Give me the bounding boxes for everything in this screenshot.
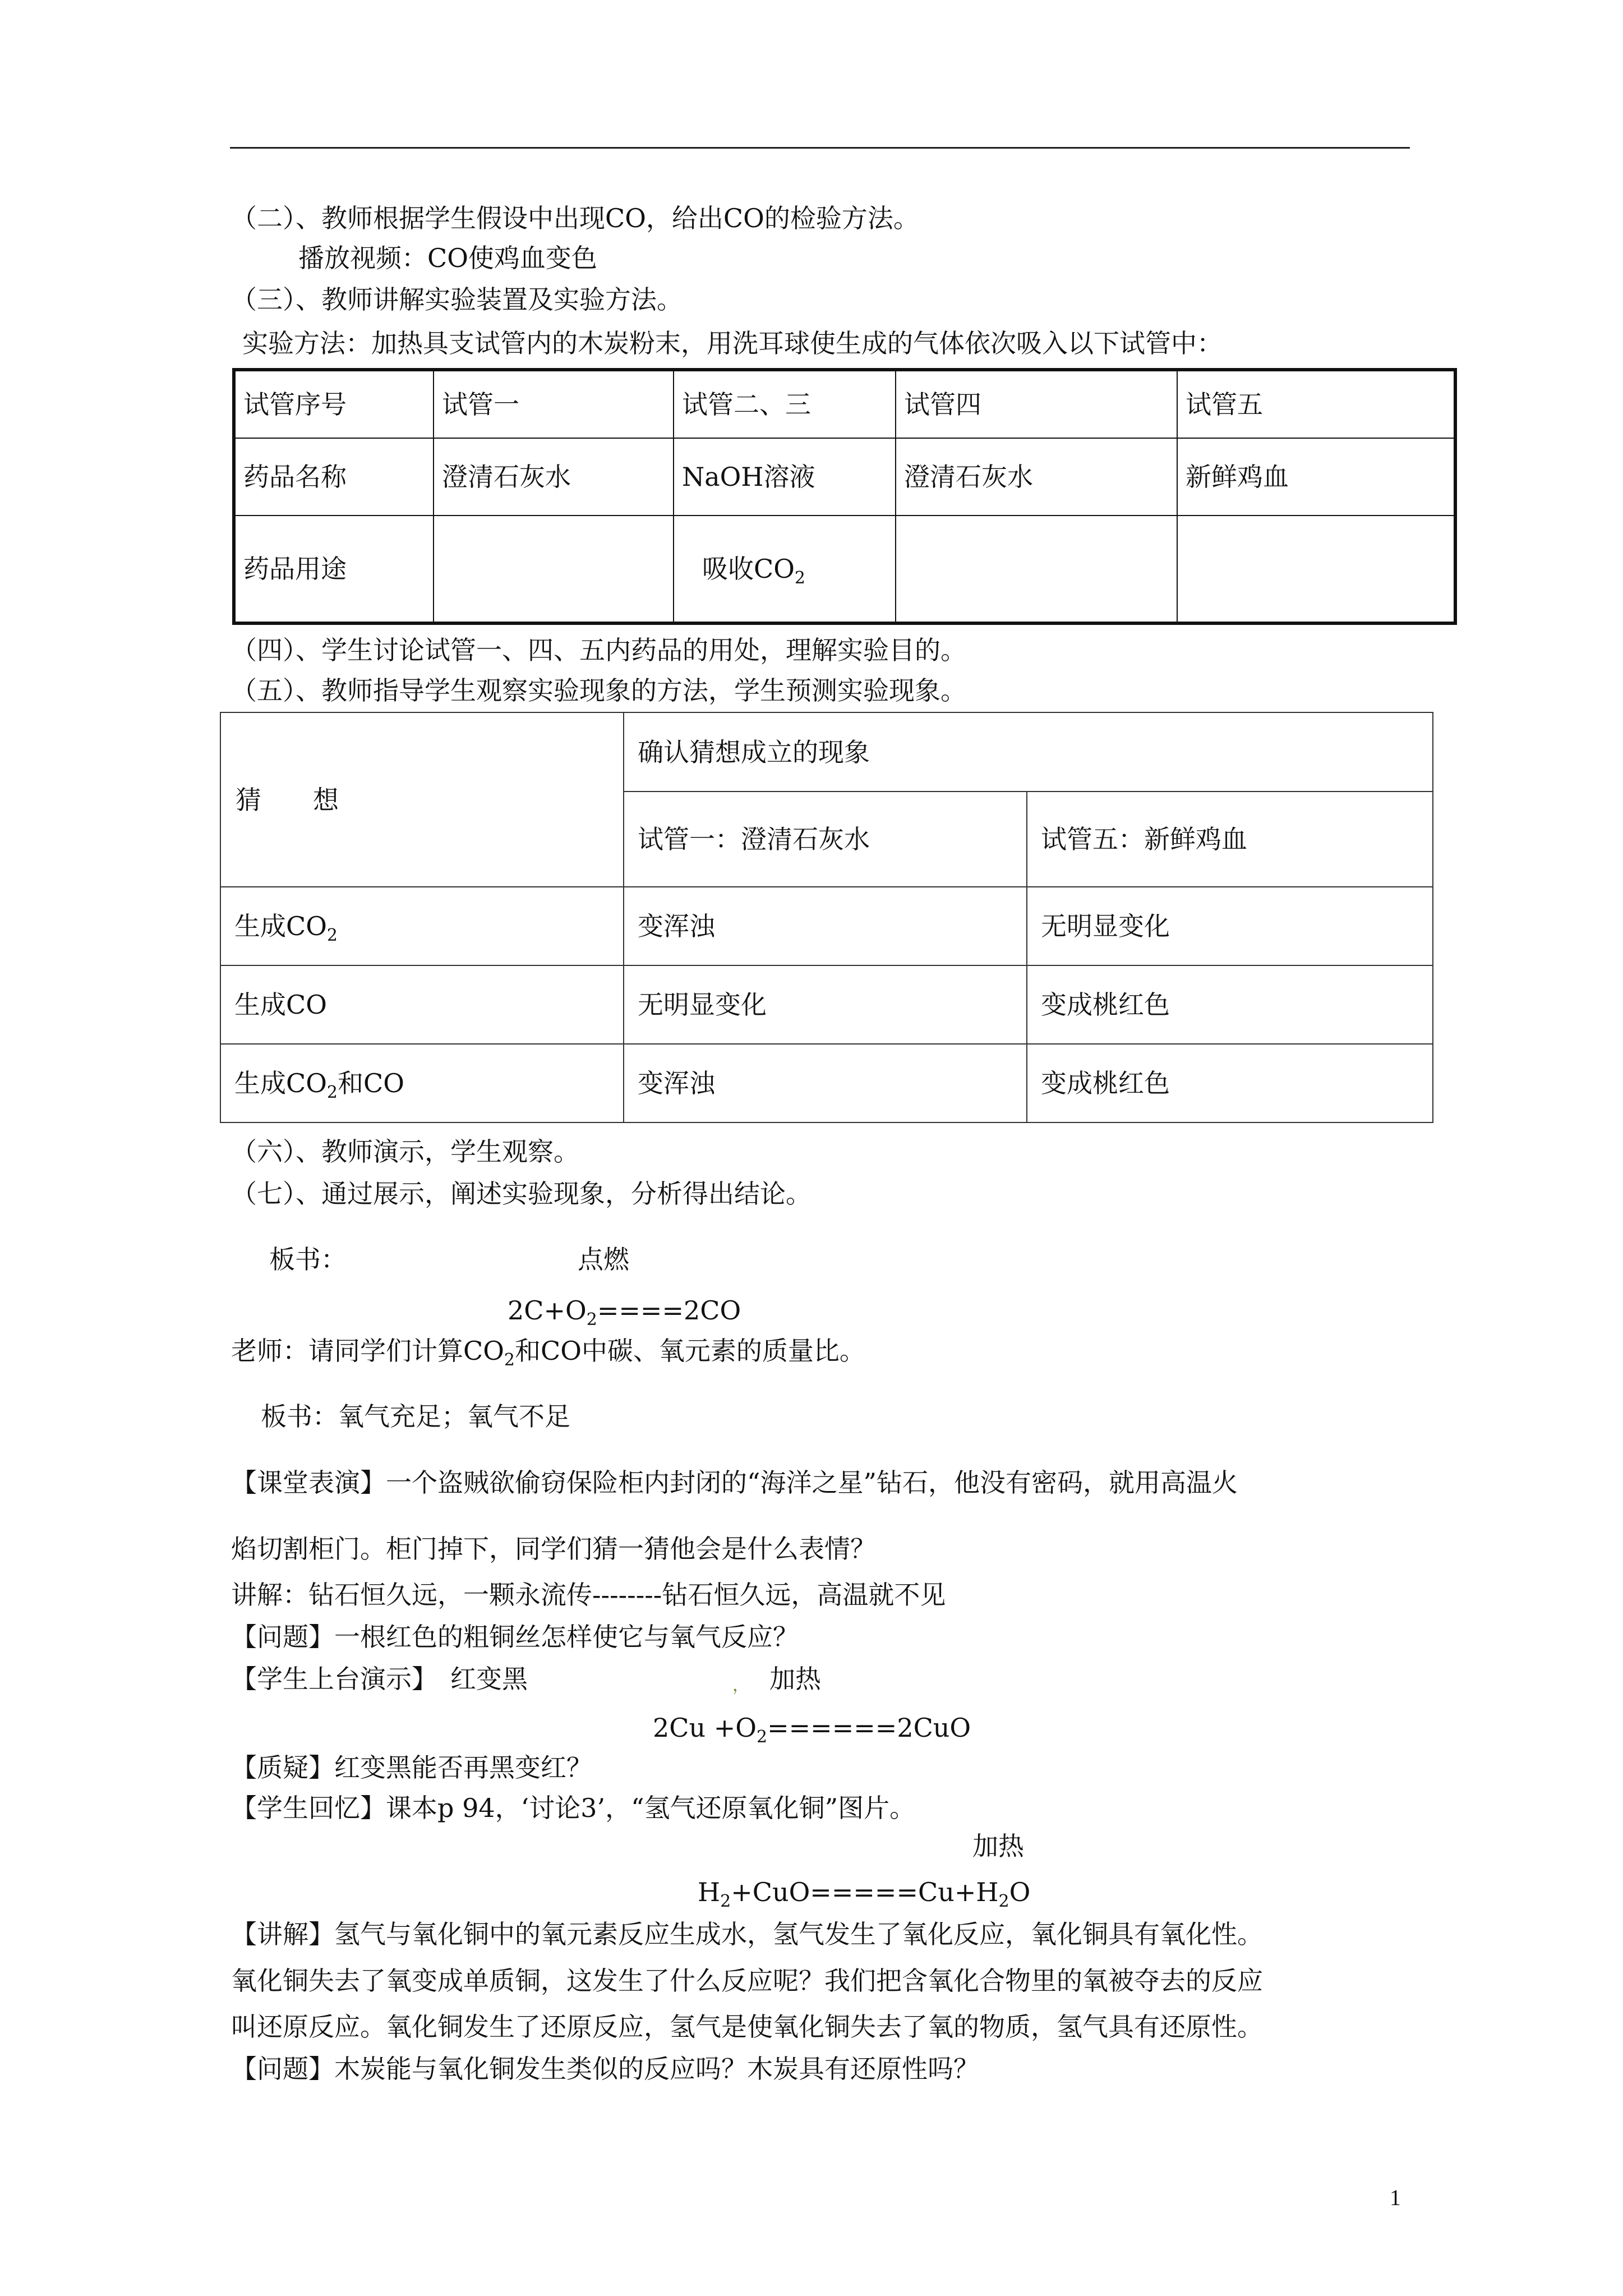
table-cell: 试管一：澄清石灰水: [624, 792, 1027, 887]
eq-part: ======2CuO: [767, 1713, 971, 1743]
subscript: 2: [756, 1727, 768, 1747]
ignite-label: 点燃: [578, 1244, 629, 1274]
mid-line-5: （五）、教师指导学生观察实验现象的方法，学生预测实验现象。: [231, 675, 966, 706]
teacher-line: [231, 1336, 865, 1370]
explanation-line-3: 叫还原反应。氧化铜发生了还原反应，氢气是使氧化铜失去了氧的物质，氢气具有还原性。: [231, 2012, 1263, 2042]
after-line-7: （七）、通过展示，阐述实验现象，分析得出结论。: [231, 1179, 811, 1209]
subscript: 2: [504, 1350, 515, 1370]
table-header-cell: 试管五: [1177, 370, 1455, 438]
subscript: 2: [326, 926, 338, 945]
eq-part: O: [1009, 1877, 1031, 1907]
table-row: [220, 887, 1433, 965]
table-cell: [896, 516, 1177, 623]
table-header-cell: 试管四: [896, 370, 1177, 438]
eq-part: 2C+O: [508, 1295, 587, 1326]
heat-label-2: 加热: [972, 1831, 1024, 1861]
recall-line: 【学生回忆】课本p 94，‘讨论3’，“氢气还原氧化铜”图片。: [231, 1793, 916, 1823]
subscript: 2: [326, 1083, 338, 1102]
cell-text: 生成CO: [234, 1068, 327, 1098]
eq-part: ====2CO: [597, 1295, 741, 1326]
explanation-line-1: 【讲解】氢气与氧化铜中的氧元素反应生成水，氢气发生了氧化反应，氧化铜具有氧化性。: [231, 1919, 1263, 1949]
performance-line-1: 【课堂表演】一个盗贼欲偷窃保险柜内封闭的“海洋之星”钻石，他没有密码，就用高温火: [231, 1467, 1238, 1498]
reagent-table: [232, 368, 1457, 625]
table-row: [234, 516, 1455, 623]
equation-2: [653, 1713, 971, 1747]
page-number: 1: [1390, 2185, 1401, 2210]
subscript: 2: [794, 568, 806, 588]
line-part: 和CO中碳、氧元素的质量比。: [515, 1336, 865, 1366]
table-cell: NaOH溶液: [674, 438, 896, 516]
table-cell: 试管五：新鲜鸡血: [1027, 792, 1433, 887]
explain-line: 讲解：钻石恒久远，一颗永流传--------钻石恒久远，高温就不见: [231, 1580, 946, 1610]
doubt-line: 【质疑】红变黑能否再黑变红？: [231, 1752, 592, 1783]
eq-part: 2Cu +O: [653, 1713, 757, 1743]
equation-3: [698, 1877, 1031, 1911]
equation-1: [508, 1295, 741, 1329]
table-cell: [220, 887, 624, 965]
question-2: 【问题】木炭能与氧化铜发生类似的反应吗？木炭具有还原性吗？: [231, 2054, 979, 2084]
intro-line-2: 播放视频：CO使鸡血变色: [298, 243, 597, 273]
table-header-cell: 试管序号: [234, 370, 434, 438]
table-row: [220, 965, 1433, 1044]
demo-line: 【学生上台演示】 红变黑: [231, 1664, 528, 1694]
table-header-cell: 试管二、三: [674, 370, 896, 438]
table-cell: [674, 516, 896, 623]
subscript: 2: [998, 1892, 1009, 1911]
cell-text: 和CO: [338, 1068, 404, 1098]
table-row: [220, 1044, 1433, 1122]
heat-label: 加热: [769, 1664, 821, 1694]
intro-line-3: （三）、教师讲解实验装置及实验方法。: [231, 284, 683, 315]
intro-line-1: （二）、教师根据学生假设中出现CO，给出CO的检验方法。: [231, 203, 919, 233]
performance-line-2: 焰切割柜门。柜门掉下，同学们猜一猜他会是什么表情？: [231, 1534, 876, 1564]
table-cell: 确认猜想成立的现象: [624, 712, 1433, 792]
table-row: [234, 370, 1455, 438]
table-cell: [220, 965, 624, 1044]
board-line-2: 板书：氧气充足；氧气不足: [261, 1401, 570, 1432]
table-cell: 猜 想: [220, 712, 624, 887]
line-part: 老师：请同学们计算CO: [231, 1336, 504, 1366]
table-cell: 药品名称: [234, 438, 434, 516]
table-header-cell: 试管一: [434, 370, 674, 438]
absorb-text: 吸收CO: [702, 554, 795, 584]
cell-text: 生成CO: [234, 990, 327, 1020]
board-label: 板书：: [269, 1244, 347, 1274]
table-cell: 变浑浊: [624, 1044, 1027, 1122]
explanation-line-2: 氧化铜失去了氧变成单质铜，这发生了什么反应呢？我们把含氧化合物里的氧被夺去的反应: [231, 1966, 1263, 1996]
subscript: 2: [720, 1892, 731, 1911]
table-cell: 澄清石灰水: [434, 438, 674, 516]
table-row: [220, 712, 1433, 792]
after-line-6: （六）、教师演示，学生观察。: [231, 1137, 579, 1167]
subscript: 2: [586, 1310, 597, 1329]
table-cell: 药品用途: [234, 516, 434, 623]
table-cell: [434, 516, 674, 623]
table-cell: [220, 1044, 624, 1122]
intro-line-4: 实验方法：加热具支试管内的木炭粉末，用洗耳球使生成的气体依次吸入以下试管中：: [242, 328, 1223, 358]
prediction-table: [220, 712, 1433, 1123]
eq-part: +CuO=====Cu+H: [731, 1877, 999, 1907]
mid-line-4: （四）、学生讨论试管一、四、五内药品的用处，理解实验目的。: [231, 635, 966, 665]
table-row: [234, 438, 1455, 516]
table-cell: 变成桃红色: [1027, 965, 1433, 1044]
cell-text: 生成CO: [234, 911, 327, 941]
question-1: 【问题】一根红色的粗铜丝怎样使它与氧气反应？: [231, 1622, 799, 1652]
table-cell: 变成桃红色: [1027, 1044, 1433, 1122]
eq-part: H: [698, 1877, 721, 1907]
table-cell: [1177, 516, 1455, 623]
table-cell: 无明显变化: [624, 965, 1027, 1044]
table-cell: 新鲜鸡血: [1177, 438, 1455, 516]
table-cell: 无明显变化: [1027, 887, 1433, 965]
table-cell: 澄清石灰水: [896, 438, 1177, 516]
stray-mark: ，: [732, 1676, 749, 1695]
table-cell: 变浑浊: [624, 887, 1027, 965]
header-rule: [230, 147, 1410, 149]
